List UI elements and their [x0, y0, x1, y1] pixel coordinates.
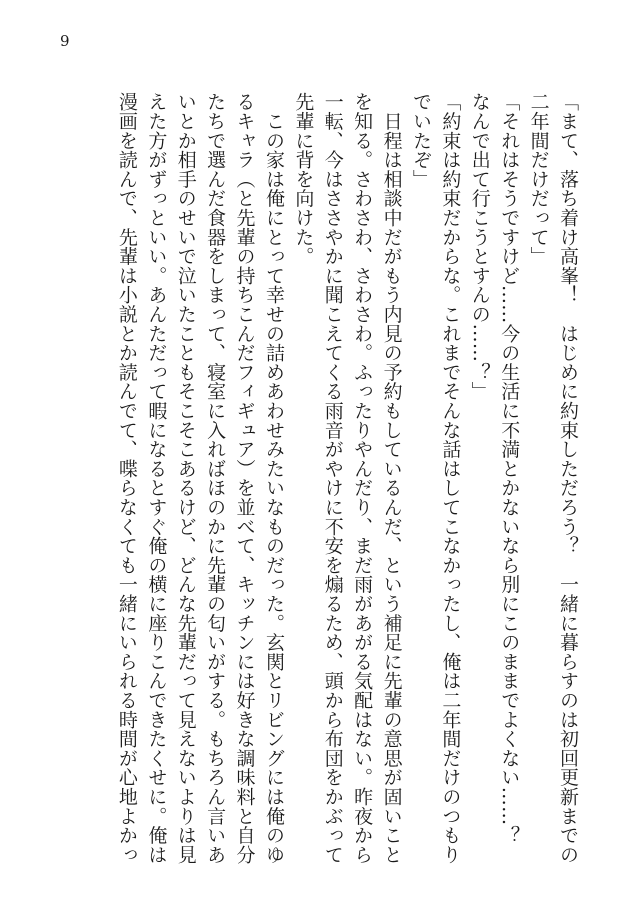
- text-line: を知る。さわさわ、さわさわ。ふったりやんだり、まだ雨があがる気配はない。昨夜から: [351, 92, 374, 864]
- page-number: 9: [60, 32, 70, 50]
- text-line: 「約束は約束だからな。これまでそんな話はしてこなかったし、俺は二年間だけのつもり: [439, 92, 462, 864]
- text-line: 「まて、落ち着け高峯！ はじめに約束しただろう？ 一緒に暮らすのは初回更新までの: [557, 92, 579, 864]
- text-line: 先輩に背を向けた。: [292, 92, 315, 266]
- text-line: るキャラ（と先輩の持ちこんだフィギュア）を並べて、キッチンには好きな調味料と自分: [233, 92, 256, 864]
- text-line: 二年間だけだって」: [527, 92, 550, 266]
- text-line: なんで出て行こうとすんの……？」: [468, 92, 491, 401]
- text-line: えた方がずっといい。あんただって暇になるとすぐ俺の横に座りこんできたくせに。俺は: [145, 92, 168, 864]
- body-text: [44, 92, 582, 882]
- text-line: 漫画を読んで、先輩は小説とか読んでて、喋らなくても一緒にいられる時間が心地よかっ: [115, 92, 138, 864]
- text-line: 「それはそうですけど……今の生活に不満とかないなら別にこのままでよくない……？: [498, 92, 521, 845]
- text-line: でいたぞ」: [409, 92, 432, 189]
- text-line: いとか相手のせいで泣いたこともそこそこあるけど、どんな先輩だって見えないよりは見: [174, 92, 197, 864]
- text-line: 一転、今はささやかに聞こえてくる雨音がやけに不安を煽るため、頭から布団をかぶって: [321, 92, 344, 864]
- text-line: たちで選んだ食器をしまって、寝室に入ればほのかに先輩の匂いがする。もちろん言いあ: [204, 92, 227, 864]
- text-line: この家は俺にとって幸せの詰めあわせみたいなものだった。玄関とリビングには俺のゆ: [262, 92, 285, 864]
- text-line: 日程は相談中だがもう内見の予約もしているんだ、という補足に先輩の意思が固いこと: [380, 92, 403, 864]
